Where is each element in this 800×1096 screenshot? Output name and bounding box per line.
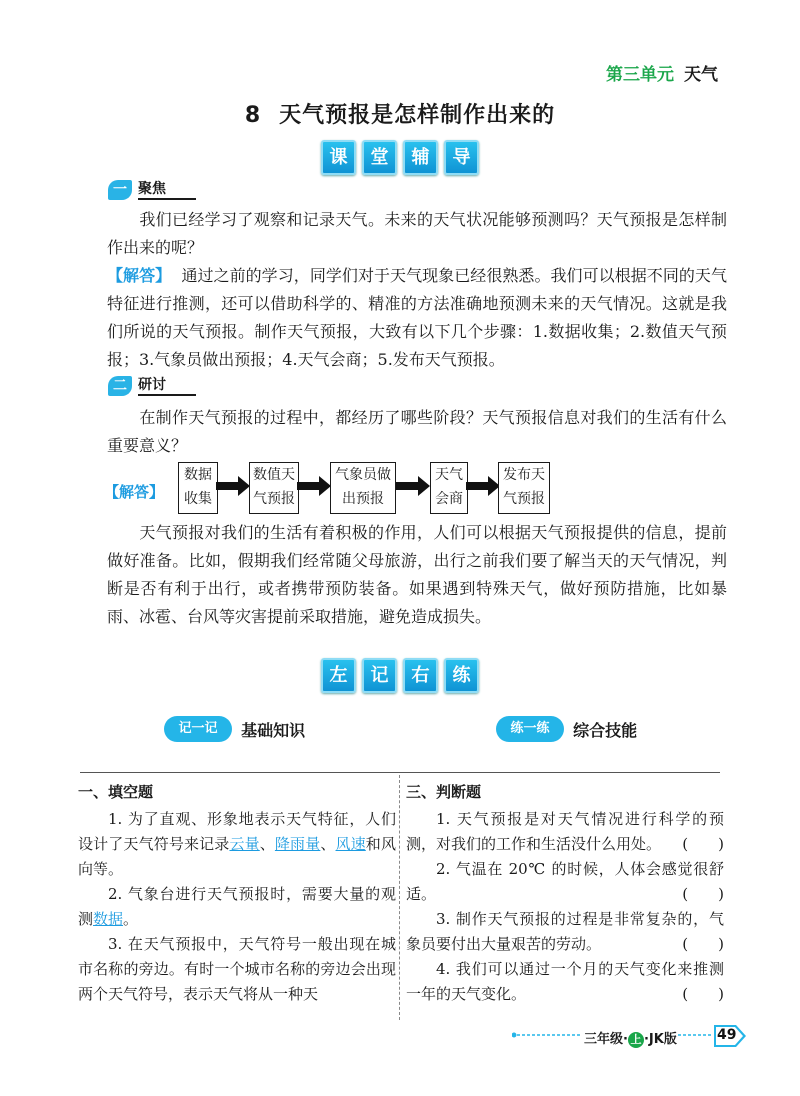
section-label-text: 研讨 — [138, 376, 196, 396]
answer-text: 通过之前的学习，同学们对于天气现象已经很熟悉。我们可以根据不同的天气特征进行推测，还可以借助科学的、精准的方法准确地预测未来的天气情况。这就是我们所说的天气预报。制作天气预报，大致有以下几个步骤：1.数据收集；2.数值天气预报；3.气象员做出预报；4.天气会商；5.发布天气预报。 — [107, 266, 727, 369]
lesson-title — [0, 98, 800, 129]
flow-step-line: 气象员做 — [335, 467, 391, 483]
flow-step-numerical-forecast — [249, 462, 299, 514]
discuss-question — [107, 404, 727, 460]
footer-dashed-line — [512, 1030, 582, 1040]
discuss-explanation — [107, 519, 727, 631]
flow-step-consultation — [430, 462, 468, 514]
question-1 — [406, 807, 724, 857]
flow-step-line: 会商 — [435, 491, 463, 507]
answer-parentheses: ( ) — [682, 985, 724, 1003]
question-2 — [406, 857, 724, 907]
answer-blank: 降雨量 — [274, 835, 321, 853]
question-3 — [78, 932, 396, 1007]
banner-tile: 堂 — [362, 140, 397, 175]
flow-step-line: 发布天 — [503, 467, 545, 483]
flow-step-forecaster — [330, 462, 396, 514]
question-text: 3. 在天气预报中，天气符号一般出现在城市名称的旁边。有时一个城市名称的旁边会出现两个天气符号，表示天气将从一种天 — [78, 935, 396, 1003]
footer-dashed-line — [678, 1030, 712, 1040]
grade-text: 三年级 — [584, 1032, 624, 1047]
question-text: 1. 天气预报是对天气情况进行科学的预测，对我们的工作和生活没什么用处。 — [406, 810, 724, 853]
banner-tile: 辅 — [403, 140, 438, 175]
banner-review-practice — [0, 658, 800, 693]
unit-header — [606, 60, 718, 85]
answer-blank: 风速 — [335, 835, 366, 853]
question-2 — [78, 882, 396, 932]
section-label-focus — [108, 180, 196, 202]
edition-text: JK版 — [648, 1032, 677, 1047]
page-number — [712, 1023, 742, 1049]
flow-step-line: 收集 — [184, 491, 212, 507]
flow-step-line: 数据 — [184, 467, 212, 483]
true-false-section — [406, 780, 724, 1007]
question-text: 我们已经学习了观察和记录天气。未来的天气状况能够预测吗？天气预报是怎样制作出来的呢？ — [107, 210, 727, 257]
focus-answer — [107, 262, 727, 374]
right-column-tag — [496, 716, 637, 742]
question-text: 、 — [320, 835, 336, 853]
section-heading: 一、填空题 — [78, 783, 154, 801]
section-heading: 三、判断题 — [406, 783, 482, 801]
banner-tile: 右 — [403, 658, 438, 693]
question-text: 2. 气温在 20℃ 的时候，人体会感觉很舒适。 — [406, 860, 724, 903]
unit-number: 第三单元 — [606, 65, 674, 85]
term-badge: 上 — [628, 1032, 644, 1048]
explanation-text: 天气预报对我们的生活有着积极的作用，人们可以根据天气预报提供的信息，提前做好准备。比如，假期我们经常随父母旅游，出行之前我们要了解当天的天气情况，判断是否有利于出行，或者携带预防装备。如果遇到特殊天气，做好预防措施，比如暴雨、冰雹、台风等灾害提前采取措施，避免造成损失。 — [107, 523, 727, 626]
section-badge: 一 — [108, 180, 132, 200]
arrow-right-icon — [297, 476, 331, 496]
question-text: 和风向等。 — [78, 835, 396, 878]
section-badge: 二 — [108, 376, 132, 396]
question-3 — [406, 907, 724, 957]
question-text: 、 — [259, 835, 275, 853]
question-4 — [406, 957, 724, 1007]
lesson-number: 8 — [244, 103, 262, 128]
footer-grade: 三年级· 上 ·JK版 — [584, 1032, 677, 1047]
flow-step-line: 出预报 — [342, 491, 384, 507]
unit-name: 天气 — [684, 65, 718, 85]
arrow-right-icon — [396, 476, 430, 496]
flow-step-line: 气预报 — [503, 491, 545, 507]
comprehensive-skills-title: 综合技能 — [573, 720, 638, 740]
answer-parentheses: ( ) — [682, 885, 724, 903]
section-label-text: 聚焦 — [138, 180, 196, 200]
question-text: 4. 我们可以通过一个月的天气变化来推测一年的天气变化。 — [406, 960, 724, 1003]
section-label-discuss — [108, 376, 196, 398]
columns-top-rule — [80, 772, 720, 773]
question-text: 在制作天气预报的过程中，都经历了哪些阶段？天气预报信息对我们的生活有什么重要意义？ — [107, 408, 727, 455]
answer-blank: 数据 — [93, 910, 124, 928]
page-number-text: 49 — [717, 1027, 737, 1043]
memorize-pill: 记一记 — [164, 716, 232, 742]
arrow-right-icon — [216, 476, 250, 496]
banner-tile: 练 — [444, 658, 479, 693]
basic-knowledge-title: 基础知识 — [241, 720, 306, 740]
answer-tag: 【解答】 — [107, 266, 172, 285]
arrow-right-icon — [466, 476, 500, 496]
banner-tile: 左 — [321, 658, 356, 693]
question-text: 3. 制作天气预报的过程是非常复杂的，气象员要付出大量艰苦的劳动。 — [406, 910, 724, 953]
flow-step-line: 气预报 — [253, 491, 295, 507]
banner-tile: 记 — [362, 658, 397, 693]
flow-step-data-collection — [178, 462, 218, 514]
question-text: 2. 气象台进行天气预报时，需要大量的观测 — [78, 885, 396, 928]
focus-question — [107, 206, 727, 262]
question-text: 。 — [123, 910, 139, 928]
answer-parentheses: ( ) — [682, 935, 724, 953]
left-column-tag — [164, 716, 305, 742]
question-text: 1. 为了直观、形象地表示天气特征，人们设计了天气符号来记录 — [78, 810, 396, 853]
fill-in-blank-section — [78, 780, 396, 1007]
practice-pill: 练一练 — [496, 716, 564, 742]
answer-parentheses: ( ) — [682, 835, 724, 853]
banner-tile: 导 — [444, 140, 479, 175]
answer-blank: 云量 — [229, 835, 260, 853]
banner-classroom-guide — [0, 140, 800, 175]
answer-tag: 【解答】 — [104, 483, 165, 501]
flow-step-publish — [498, 462, 550, 514]
flow-step-line: 天气 — [435, 467, 463, 483]
banner-tile: 课 — [321, 140, 356, 175]
lesson-title-text: 天气预报是怎样制作出来的 — [279, 103, 556, 128]
column-divider — [399, 775, 400, 1020]
question-1 — [78, 807, 396, 882]
flow-step-line: 数值天 — [253, 467, 295, 483]
